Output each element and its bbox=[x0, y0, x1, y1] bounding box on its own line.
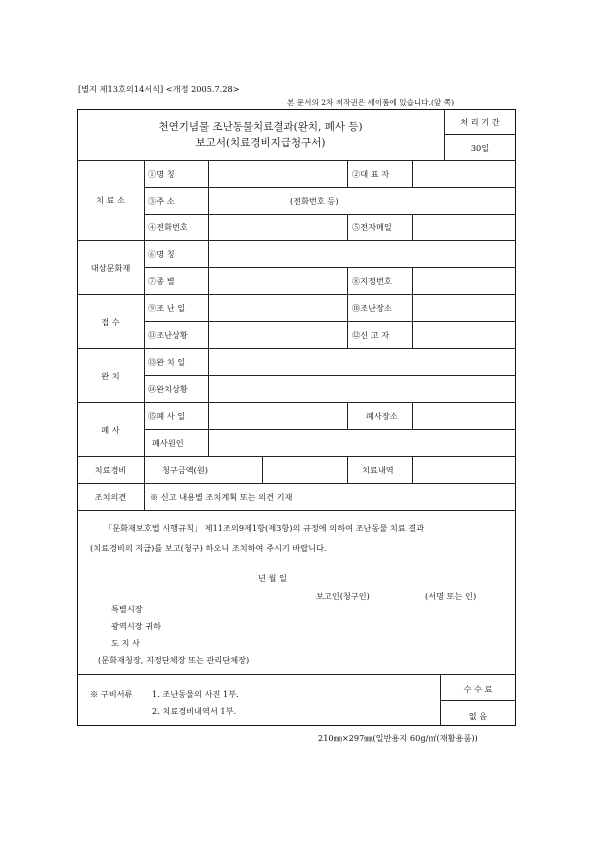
clinic-section-label: 치 료 소 bbox=[96, 195, 125, 205]
statement-line2: (치료경비의 지급)를 보고(청구) 하오니 조치하여 주시기 바랍니다. bbox=[90, 543, 327, 553]
distress-place-field[interactable] bbox=[413, 295, 515, 320]
death-cause-field[interactable] bbox=[209, 430, 515, 455]
cost-section-label: 치료경비 bbox=[94, 465, 127, 475]
processing-period-value: 30일 bbox=[470, 143, 490, 153]
form-title-line1: 천연기념물 조난동물치료결과(완치, 폐사 등) bbox=[158, 121, 363, 133]
copyright-notice: 본 문서의 2차 저작권은 세이폼에 있습니다.(앞 쪽) bbox=[287, 98, 455, 107]
form-reference: [별지 제13호의14서식] <개정 2005.7.28> bbox=[78, 84, 240, 94]
clinic-name-label: ①명 칭 bbox=[148, 169, 175, 179]
attachment-item-cost-detail: 2. 치료경비내역서 1부. bbox=[152, 706, 237, 716]
distress-place-label: ⑩조난장소 bbox=[352, 303, 392, 313]
clinic-email-label: ⑤전자메일 bbox=[352, 222, 392, 232]
paper-spec: 210㎜×297㎜(일반용지 60g/㎡(재활용품)) bbox=[318, 733, 478, 743]
distress-status-field[interactable] bbox=[209, 322, 346, 347]
heritage-species-field[interactable] bbox=[209, 268, 346, 293]
reporter-field[interactable] bbox=[413, 322, 515, 347]
death-place-label: 폐사장소 bbox=[366, 411, 398, 421]
opinion-section-label: 조치의견 bbox=[94, 492, 127, 502]
receipt-section-label: 접 수 bbox=[101, 317, 120, 327]
addressee-governor: 도 지 사 bbox=[111, 638, 140, 648]
distress-date-field[interactable] bbox=[209, 295, 346, 320]
heritage-name-label: ⑥명 칭 bbox=[148, 249, 175, 259]
death-place-field[interactable] bbox=[413, 403, 515, 428]
addressee-special-city: 특별시장 bbox=[111, 604, 143, 614]
clinic-representative-field[interactable] bbox=[413, 161, 515, 186]
statement-line1: 「문화재보호법 시행규칙」 제11조의9제1항(제3항)의 규정에 의하여 조난동물 치료 결과 bbox=[104, 523, 425, 533]
heritage-species-label: ⑦종 별 bbox=[148, 276, 175, 286]
clinic-address-label: ③주 소 bbox=[148, 196, 175, 206]
distress-date-label: ⑨조 난 일 bbox=[148, 303, 186, 313]
opinion-field[interactable] bbox=[145, 484, 515, 509]
death-cause-label: 폐사원인 bbox=[152, 438, 184, 448]
fee-value: 없 음 bbox=[468, 711, 488, 721]
reporter-signature-label: 보고인(청구인) bbox=[316, 591, 370, 601]
cure-date-field[interactable] bbox=[209, 349, 515, 374]
clinic-representative-label: ②대 표 자 bbox=[352, 169, 390, 179]
clinic-phone-label: ④전화번호 bbox=[148, 222, 188, 232]
clinic-name-field[interactable] bbox=[209, 161, 346, 186]
cure-status-field[interactable] bbox=[209, 376, 515, 401]
report-date: 년 월 일 bbox=[258, 573, 287, 583]
heritage-section-label: 대상문화재 bbox=[90, 263, 131, 273]
claim-amount-label: 청구금액(원) bbox=[162, 465, 208, 475]
death-date-label: ⑮폐 사 일 bbox=[148, 411, 186, 421]
heritage-designation-label: ⑧지정번호 bbox=[352, 276, 392, 286]
treatment-detail-label: 치료내역 bbox=[362, 465, 394, 475]
cure-status-label: ⑭완치상황 bbox=[148, 384, 188, 394]
reporter-label: ⑫신 고 자 bbox=[352, 330, 390, 340]
distress-status-label: ⑪조난상황 bbox=[148, 330, 188, 340]
clinic-email-field[interactable] bbox=[413, 215, 515, 239]
addressee-authority: (문화재청장, 지정단체장 또는 관리단체장) bbox=[98, 655, 250, 665]
cure-section-label: 완 치 bbox=[101, 371, 120, 381]
cure-date-label: ⑬완 치 일 bbox=[148, 357, 186, 367]
signature-note: (서명 또는 인) bbox=[425, 591, 477, 601]
claim-amount-field[interactable] bbox=[263, 457, 346, 482]
treatment-detail-field[interactable] bbox=[413, 457, 515, 482]
heritage-designation-field[interactable] bbox=[413, 268, 515, 293]
opinion-note: ※ 신고 내용별 조치계획 또는 의견 기재 bbox=[150, 492, 293, 502]
death-date-field[interactable] bbox=[209, 403, 346, 428]
clinic-phone-note: (전화번호 등) bbox=[290, 196, 339, 206]
attachments-label: ※ 구비서류 bbox=[90, 689, 133, 699]
form-title-line2: 보고서(치료경비지급청구서) bbox=[195, 137, 326, 149]
heritage-name-field[interactable] bbox=[209, 241, 515, 266]
attachment-item-photo: 1. 조난동물의 사진 1부. bbox=[152, 689, 239, 699]
processing-period-label: 처 리 기 간 bbox=[460, 117, 500, 127]
clinic-phone-field[interactable] bbox=[209, 215, 346, 239]
clinic-address-field[interactable] bbox=[209, 188, 515, 213]
death-section-label: 폐 사 bbox=[101, 425, 120, 435]
fee-label: 수 수 료 bbox=[463, 684, 493, 694]
addressee-metro-city: 광역시장 귀하 bbox=[111, 621, 162, 631]
